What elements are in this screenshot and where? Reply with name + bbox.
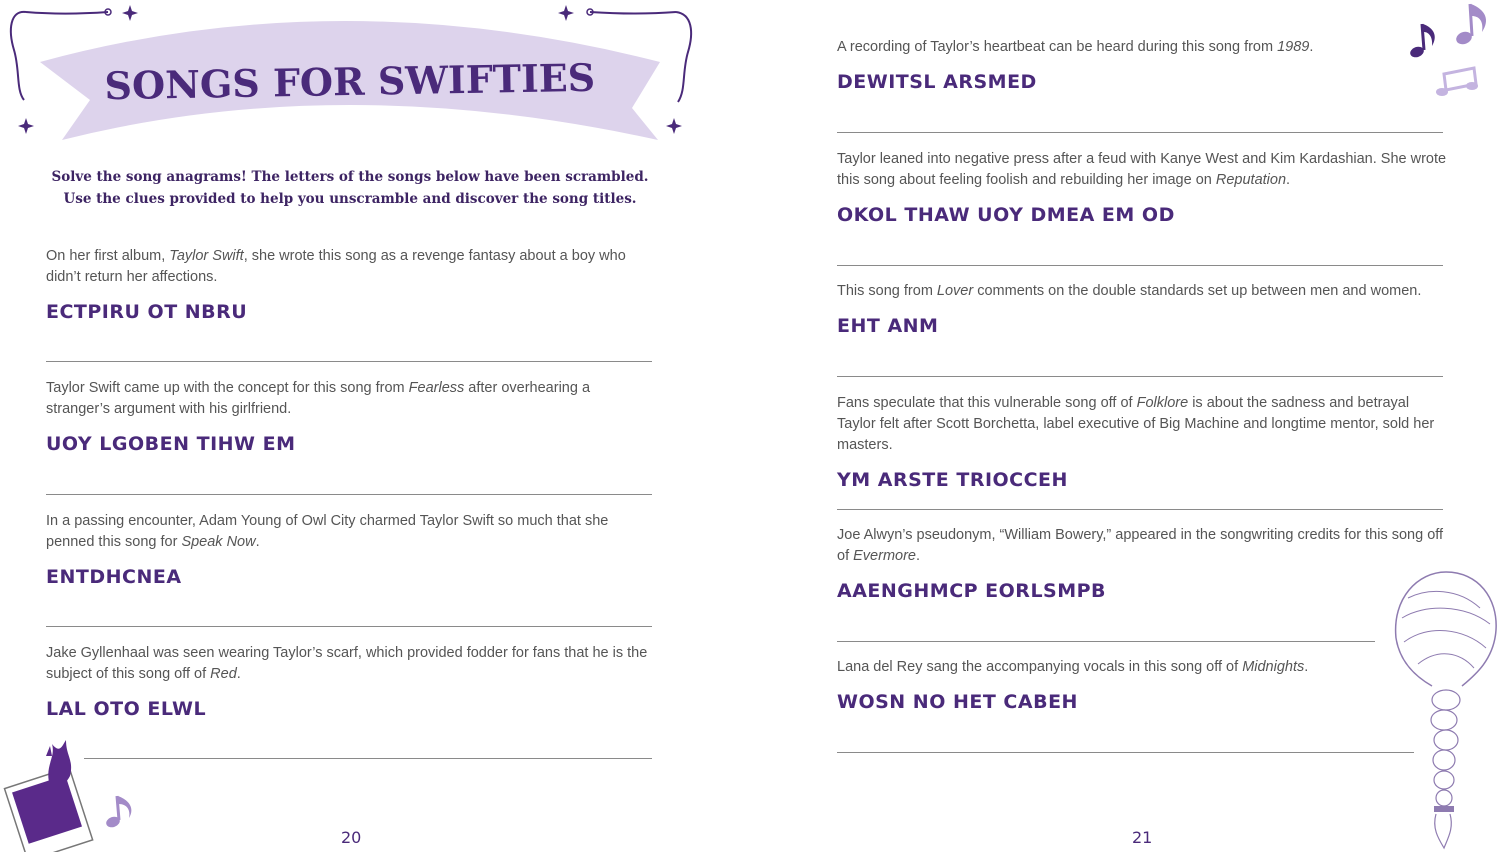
- music-note-icon: [1400, 0, 1496, 100]
- instructions: [50, 166, 650, 210]
- puzzle-item: [46, 511, 651, 588]
- answer-line[interactable]: [837, 641, 1375, 642]
- clue-text: Fans speculate that this vulnerable song off of Folklore is about the sadness and betrayal Taylor felt after Scott Borchetta, label executive of Big Machine and longtime mentor, sold her masters.: [837, 395, 1435, 453]
- sparkle-icon: [666, 118, 682, 134]
- braid-illustration: [1388, 568, 1500, 852]
- clue-text: Joe Alwyn’s pseudonym, “William Bowery,” appeared in the songwriting credits for this song off of Evermore.: [837, 527, 1444, 564]
- page-title: SONGS FOR SWIFTIES: [104, 54, 596, 109]
- clue-text: Taylor leaned into negative press after a feud with Kanye West and Kim Kardashian. She wrote this song about feeling foolish and rebuilding her image on Reputation.: [837, 151, 1447, 188]
- anagram: EHT ANM: [837, 315, 939, 337]
- clue-text: A recording of Taylor’s heartbeat can be heard during this song from 1989.: [837, 39, 1314, 55]
- music-note-icon: [103, 790, 139, 832]
- anagram: OKOL THAW UOY DMEA EM OD: [837, 204, 1175, 226]
- answer-line[interactable]: [46, 626, 652, 627]
- clue-text: Taylor Swift came up with the concept for this song from Fearless after overhearing a stranger’s argument with his girlfriend.: [46, 380, 591, 417]
- left-scroll-ornament: [11, 12, 26, 100]
- right-page: [750, 0, 1500, 852]
- anagram: WOSN NO HET CABEH: [837, 691, 1078, 713]
- answer-line[interactable]: [837, 752, 1414, 753]
- anagram: UOY LGOBEN TIHW EM: [46, 433, 296, 455]
- clue-text: Jake Gyllenhaal was seen wearing Taylor’s scarf, which provided fodder for fans that he is the subject of this song off of Red.: [46, 645, 648, 682]
- puzzle-item: [46, 643, 651, 720]
- clue-text: Lana del Rey sang the accompanying vocals in this song off of Midnights.: [837, 659, 1309, 675]
- puzzle-item: [46, 246, 651, 323]
- instructions-line-1: Solve the song anagrams! The letters of the songs below have been scrambled.: [51, 169, 649, 185]
- page-number: 21: [1132, 828, 1153, 847]
- clue-text: In a passing encounter, Adam Young of Owl City charmed Taylor Swift so much that she penned this song for Speak Now.: [46, 513, 609, 550]
- anagram: ENTDHCNEA: [46, 566, 182, 588]
- page-number: 20: [341, 828, 362, 847]
- answer-line[interactable]: [46, 494, 652, 495]
- burning-photo-icon: [0, 736, 95, 852]
- puzzle-item: [837, 37, 1447, 93]
- answer-line[interactable]: [46, 361, 652, 362]
- clue-text: This song from Lover comments on the double standards set up between men and women.: [837, 283, 1422, 299]
- puzzle-item: [46, 378, 651, 455]
- instructions-line-2: Use the clues provided to help you unscramble and discover the song titles.: [63, 191, 637, 207]
- anagram: LAL OTO ELWL: [46, 698, 207, 720]
- anagram: ECTPIRU OT NBRU: [46, 301, 248, 323]
- puzzle-item: [837, 657, 1397, 713]
- puzzle-item: [837, 525, 1447, 602]
- answer-line[interactable]: [837, 376, 1443, 377]
- puzzle-item: [837, 149, 1447, 226]
- sparkle-icon: [122, 5, 138, 21]
- sparkle-icon: [558, 5, 574, 21]
- anagram: YM ARSTE TRIOCCEH: [837, 469, 1068, 491]
- answer-line[interactable]: [837, 132, 1443, 133]
- right-scroll-ornament: [676, 12, 691, 102]
- puzzle-item: [837, 281, 1447, 337]
- answer-line[interactable]: [837, 509, 1443, 510]
- anagram: AAENGHMCP EORLSMPB: [837, 580, 1107, 602]
- clue-text: On her first album, Taylor Swift, she wrote this song as a revenge fantasy about a boy who didn’t return her affections.: [46, 248, 626, 285]
- answer-line[interactable]: [837, 265, 1443, 266]
- puzzle-item: [837, 393, 1449, 491]
- answer-line[interactable]: [84, 758, 652, 759]
- sparkle-icon: [18, 118, 34, 134]
- anagram: DEWITSL ARSMED: [837, 71, 1037, 93]
- title-banner: [0, 0, 720, 160]
